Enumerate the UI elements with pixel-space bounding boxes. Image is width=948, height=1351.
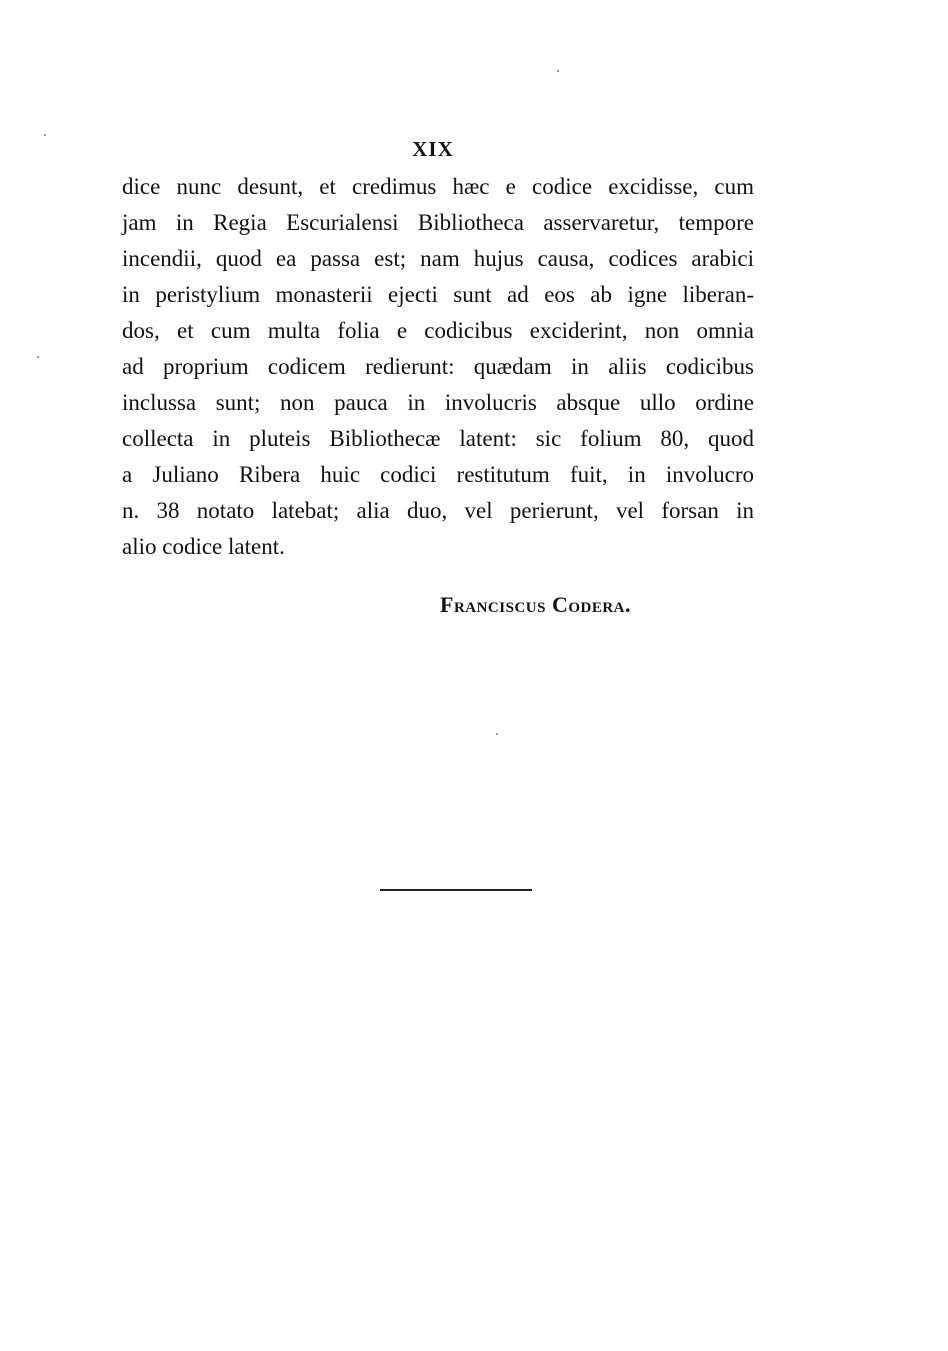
paper-speck — [44, 134, 46, 136]
text-line: collecta in pluteis Bibliothecæ latent: sic folium 80, quod — [122, 426, 754, 451]
author-signature: Franciscus Codera. — [440, 592, 632, 617]
text-line: in peristylium monasterii ejecti sunt ad eos ab igne liberan- — [122, 282, 754, 307]
text-line: n. 38 notato latebat; alia duo, vel perierunt, vel forsan in — [122, 498, 754, 523]
text-line: inclussa sunt; non pauca in involucris absque ullo ordine — [122, 390, 754, 415]
end-rule-divider — [380, 889, 532, 891]
paper-speck — [496, 733, 498, 735]
text-line: dos, et cum multa folia e codicibus exciderint, non omnia — [122, 318, 754, 343]
text-line: alio codice latent. — [122, 534, 285, 559]
text-line: dice nunc desunt, et credimus hæc e codice excidisse, cum — [122, 174, 754, 199]
paper-speck — [557, 70, 559, 72]
text-line: jam in Regia Escurialensi Bibliotheca asservaretur, tempore — [122, 210, 754, 235]
page-number: XIX — [412, 137, 454, 161]
text-line: ad proprium codicem redierunt: quædam in aliis codicibus — [122, 354, 754, 379]
text-line: a Juliano Ribera huic codici restitutum fuit, in involucro — [122, 462, 754, 487]
paper-speck — [37, 356, 39, 358]
text-line: incendii, quod ea passa est; nam hujus causa, codices arabici — [122, 246, 754, 271]
body-paragraph — [122, 169, 754, 565]
